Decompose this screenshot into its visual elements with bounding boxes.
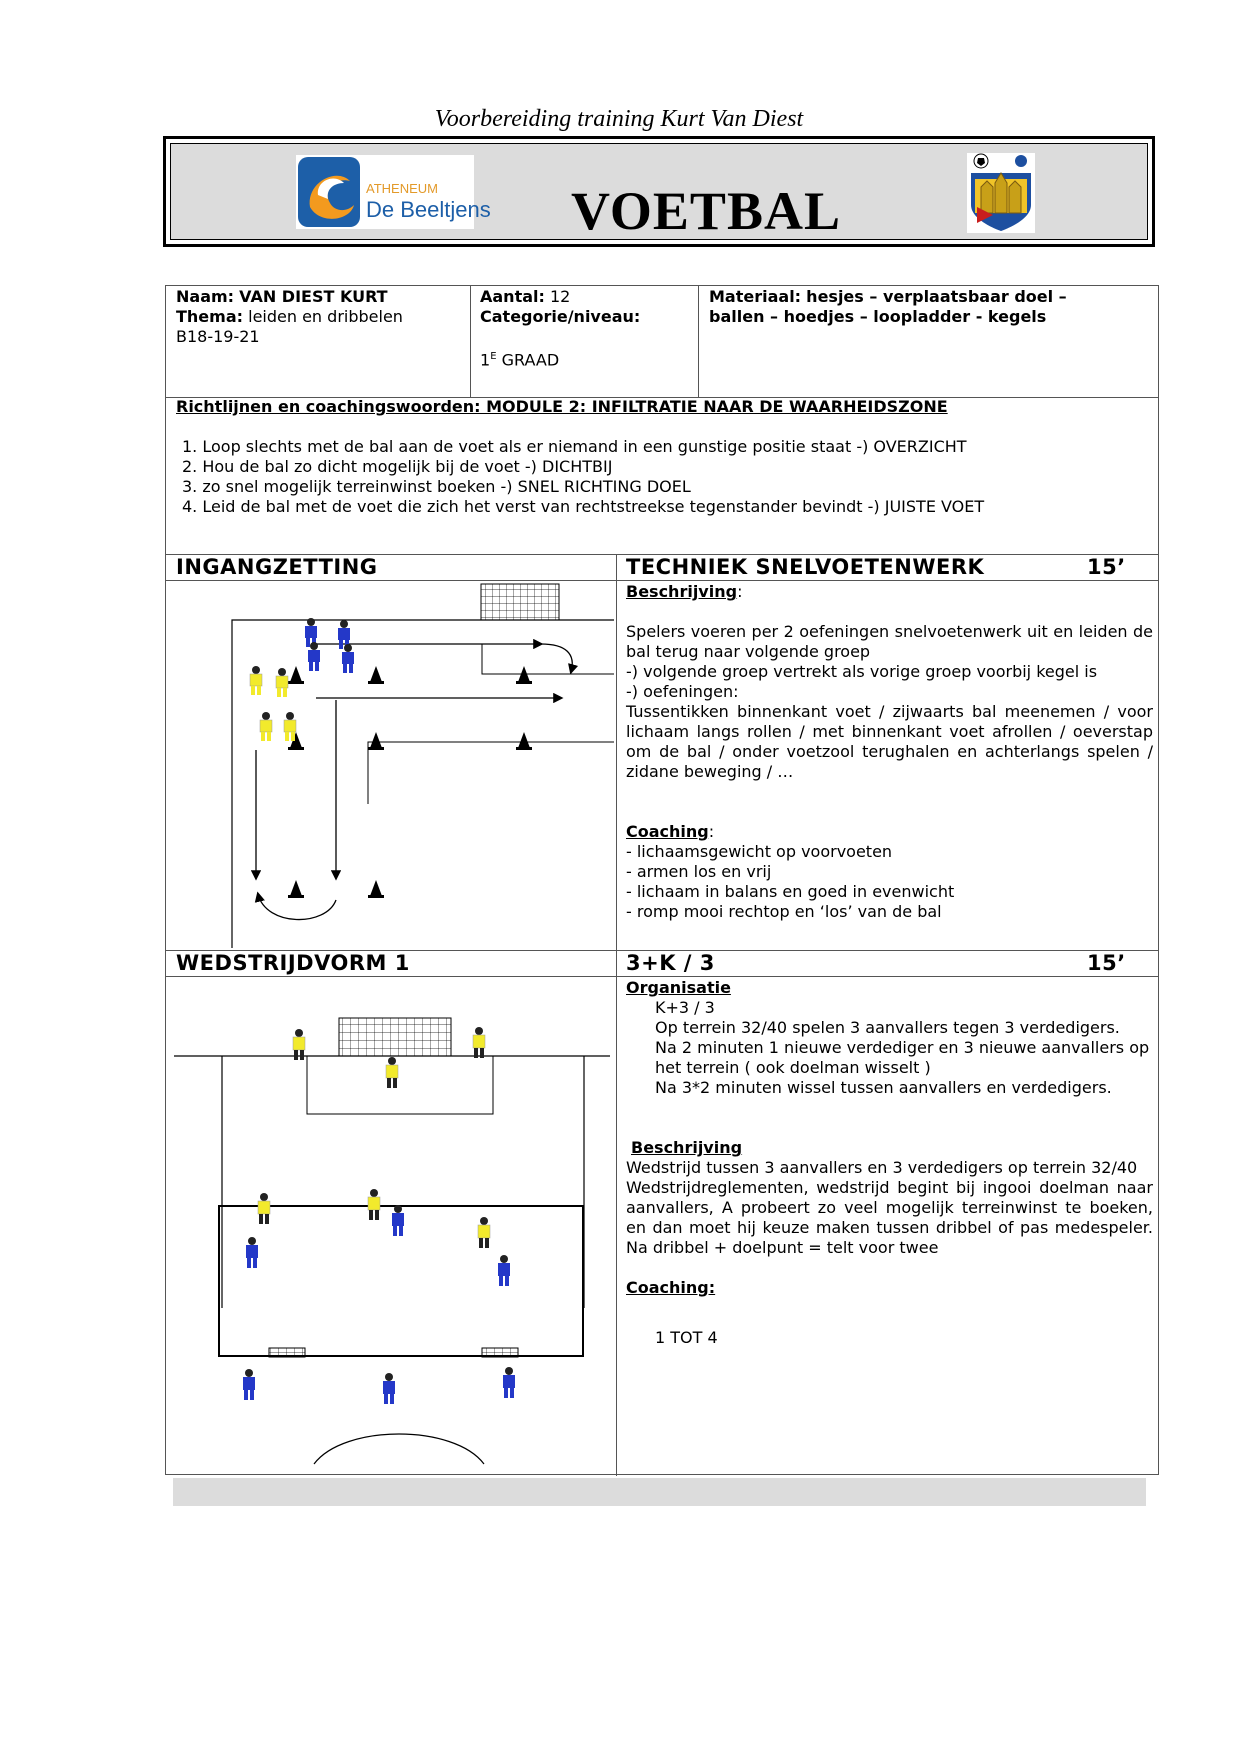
sport-title: VOETBAL (571, 181, 841, 241)
mini-goal-icon (269, 1348, 305, 1357)
section2-left-title: WEDSTRIJDVORM 1 (176, 951, 410, 975)
guideline-item: 1. Loop slechts met de bal aan de voet als er niemand in een gunstige positie staat -) OVERZICHT (182, 437, 967, 456)
guidelines-list (176, 437, 1151, 517)
mini-goal-icon (482, 1348, 518, 1357)
thema-value: leiden en dribbelen (248, 307, 403, 326)
guideline-item: 2. Hou de bal zo dicht mogelijk bij de voet -) DICHTBIJ (182, 457, 613, 476)
drill-diagram-svg (226, 582, 614, 948)
attacker-player-icon (258, 1027, 490, 1248)
coaching-label: Coaching (626, 822, 709, 841)
beschrijving-label: Beschrijving (631, 1138, 743, 1157)
guideline-item: 3. zo snel mogelijk terreinwinst boeken -) SNEL RICHTING DOEL (182, 477, 691, 496)
section2-duration: 15’ (1087, 951, 1126, 975)
graad-value: $1^E$ GRAAD (480, 350, 560, 370)
defender-player-icon (305, 618, 354, 673)
svg-text:ATHENEUM: ATHENEUM (366, 181, 438, 196)
coaching-label: Coaching: (626, 1278, 716, 1297)
footer-bar (173, 1478, 1146, 1506)
categorie-label: Categorie/niveau: (480, 307, 641, 326)
attacker-player-icon (250, 666, 296, 741)
school-logo (296, 155, 491, 229)
training-sheet (165, 285, 1159, 1475)
document-title: Voorbereiding training Kurt Van Diest (434, 106, 804, 132)
naam-value: VAN DIEST KURT (239, 287, 388, 306)
cone-icon (288, 666, 532, 898)
section2-text: Organisatie K+3 / 3 Op terrein 32/40 spelen 3 aanvallers tegen 3 verdedigers. Na 2 minuten 1 nieuwe verdediger en 3 nieuwe aanvallers op het terrein ( ook doelman wisselt ) Na 3*2 minuten wissel tussen aanvallers en verdedigers. Beschrijving Wedstrijd tussen 3 aanvallers en 3 verdedigers op terrein 32/40 Wedstrijdreglementen, wedstrijd begint bij ingooi doelman naar aanvallers, A probeert zo veel mogelijk terreinwinst te boeken, en dan moet hij keuze maken tussen dribbel of pas medespeler. Na dribbel + doelpunt = telt voor twee Coaching: 1 TOT 4 (626, 978, 1153, 1347)
beschrijving-label: Beschrijving (626, 582, 738, 601)
drill-diagram (226, 582, 614, 948)
organisatie-label: Organisatie (626, 978, 731, 997)
info-materiaal-block: Materiaal: hesjes – verplaatsbaar doel – ballen – hoedjes – loopladder - kegels (709, 287, 1067, 326)
match-diagram (174, 1008, 610, 1474)
goal-icon (481, 584, 559, 620)
section1-left-title: INGANGZETTING (176, 555, 378, 579)
info-aantal-block: Aantal: 12 Categorie/niveau: $1^E$ GRAAD (480, 287, 695, 370)
section1-right-title: TECHNIEK SNELVOETENWERK (626, 555, 985, 579)
guidelines-heading: Richtlijnen en coachingswoorden: MODULE 2: INFILTRATIE NAAR DE WAARHEIDSZONE (176, 397, 948, 416)
section1-text: Beschrijving: Spelers voeren per 2 oefeningen snelvoetenwerk uit en leiden de bal terug naar volgende groep -) volgende groep vertrekt als vorige groep voorbij kegel is -) oefeningen: Tussentikken binnenkant voet / zijwaarts bal meenemen / voor lichaam langs rollen / met binnenkant voet afrollen / oeverstap om de bal / onder voetzool terughalen en achterlangs spelen / zidane beweging / … Coaching: - lichaamsgewicht op voorvoeten - armen los en vrij - lichaam in balans en goed in evenwicht - romp mooi rechtop en ‘los’ van de bal (626, 582, 1153, 921)
header-banner (163, 136, 1155, 247)
school-logo-icon (296, 155, 491, 229)
guidelines-block (176, 397, 1151, 517)
info-naam-block: Naam: VAN DIEST KURT Thema: leiden en dribbelen B18-19-21 (176, 287, 466, 347)
defender-player-icon (243, 1205, 515, 1404)
city-crest-icon (967, 153, 1035, 233)
goal-icon (339, 1018, 451, 1056)
match-diagram-svg (174, 1008, 610, 1474)
lesson-code: B18-19-21 (176, 327, 260, 346)
coaching-value: 1 TOT 4 (655, 1328, 718, 1347)
aantal-value: 12 (550, 287, 571, 306)
section1-duration: 15’ (1087, 555, 1126, 579)
svg-text:De Beeltjens: De Beeltjens (366, 197, 491, 222)
guideline-item: 4. Leid de bal met de voet die zich het verst van rechtstreekse tegenstander bevindt -) JUISTE VOET (182, 497, 985, 516)
section2-right-title: 3+K / 3 (626, 951, 715, 975)
